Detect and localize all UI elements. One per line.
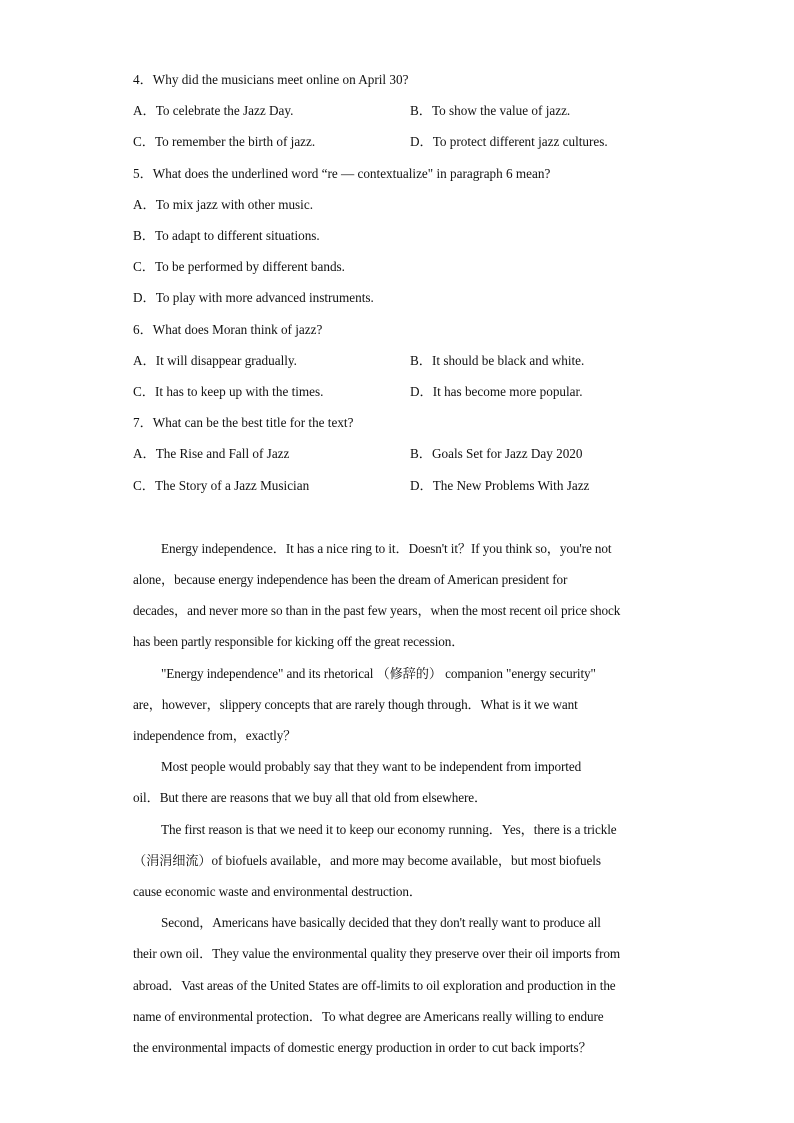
paragraph-line: Energy independence．It has a nice ring to it．Doesn't it？If you think so，you're not	[161, 540, 612, 556]
paragraph-line: cause economic waste and environmental destruction．	[133, 884, 422, 900]
paragraph-line: the environmental impacts of domestic energy production in order to cut back imports？	[133, 1040, 592, 1056]
passage-paragraph	[133, 658, 668, 752]
question-stem: 4．Why did the musicians meet online on April 30?	[133, 72, 409, 87]
option-a[interactable]: A．It will disappear gradually.	[133, 352, 297, 368]
option-b[interactable]: B．It should be black and white.	[410, 352, 585, 368]
question-6	[133, 314, 668, 408]
option-row	[133, 376, 668, 407]
paragraph-line: independence from，exactly？	[133, 728, 297, 744]
option-c[interactable]: C．The Story of a Jazz Musician	[133, 477, 310, 493]
paragraph-line: Most people would probably say that they want to be independent from imported	[161, 759, 582, 775]
option-b[interactable]: B．To show the value of jazz.	[410, 103, 571, 119]
option-row	[133, 470, 668, 501]
paragraph-line: their own oil．They value the environmental quality they preserve over their oil imports from	[133, 946, 621, 962]
option-c[interactable]: C．To be performed by different bands.	[133, 259, 345, 275]
question-7	[133, 407, 668, 501]
option-a[interactable]: A．To mix jazz with other music.	[133, 196, 314, 212]
document-page	[133, 64, 668, 1063]
paragraph-line: oil．But there are reasons that we buy all that old from elsewhere．	[133, 790, 488, 806]
option-row	[133, 438, 668, 469]
option-b[interactable]: B．Goals Set for Jazz Day 2020	[410, 446, 583, 462]
option-a[interactable]: A．The Rise and Fall of Jazz	[133, 446, 290, 462]
option-row	[133, 126, 668, 157]
passage-paragraph	[133, 814, 668, 908]
option-d[interactable]: D．The New Problems With Jazz	[410, 477, 590, 493]
paragraph-line: abroad．Vast areas of the United States are off-limits to oil exploration and production in the	[133, 977, 616, 993]
option-b[interactable]: B．To adapt to different situations.	[133, 228, 320, 244]
paragraph-line: name of environmental protection．To what degree are Americans really willing to endure	[133, 1008, 604, 1024]
option-row	[133, 95, 668, 126]
question-5	[133, 158, 668, 314]
question-section	[133, 64, 668, 501]
option-a[interactable]: A．To celebrate the Jazz Day.	[133, 103, 294, 119]
passage-paragraph	[133, 751, 668, 813]
section-spacer	[133, 501, 668, 533]
question-stem: 5．What does the underlined word “re — contextualize" in paragraph 6 mean?	[133, 165, 551, 181]
paragraph-line: Second，Americans have basically decided that they don't really want to produce all	[161, 915, 601, 931]
paragraph-line: alone，because energy independence has been the dream of American president for	[133, 572, 568, 588]
passage-paragraph	[133, 533, 668, 658]
option-row	[133, 345, 668, 376]
reading-passage	[133, 533, 668, 1063]
paragraph-line: The first reason is that we need it to keep our economy running．Yes，there is a trickle	[161, 821, 617, 837]
paragraph-line: has been partly responsible for kicking off the great recession．	[133, 634, 465, 650]
option-c[interactable]: C．It has to keep up with the times.	[133, 384, 324, 400]
question-stem: 7．What can be the best title for the text?	[133, 415, 354, 431]
paragraph-line: decades，and never more so than in the past few years，when the most recent oil price shock	[133, 603, 621, 619]
question-4	[133, 64, 668, 158]
option-d[interactable]: D．To protect different jazz cultures.	[410, 134, 608, 150]
passage-paragraph	[133, 907, 668, 1063]
paragraph-line: "Energy independence" and its rhetorical （修辞的） companion "energy security"	[161, 665, 596, 681]
option-d[interactable]: D．It has become more popular.	[410, 384, 583, 400]
option-d[interactable]: D．To play with more advanced instruments.	[133, 290, 374, 306]
option-c[interactable]: C．To remember the birth of jazz.	[133, 134, 316, 150]
paragraph-line: （涓涓细流）of biofuels available，and more may become available，but most biofuels	[133, 852, 601, 868]
question-stem: 6．What does Moran think of jazz?	[133, 321, 323, 337]
paragraph-line: are，however，slippery concepts that are rarely though through．What is it we want	[133, 696, 578, 712]
